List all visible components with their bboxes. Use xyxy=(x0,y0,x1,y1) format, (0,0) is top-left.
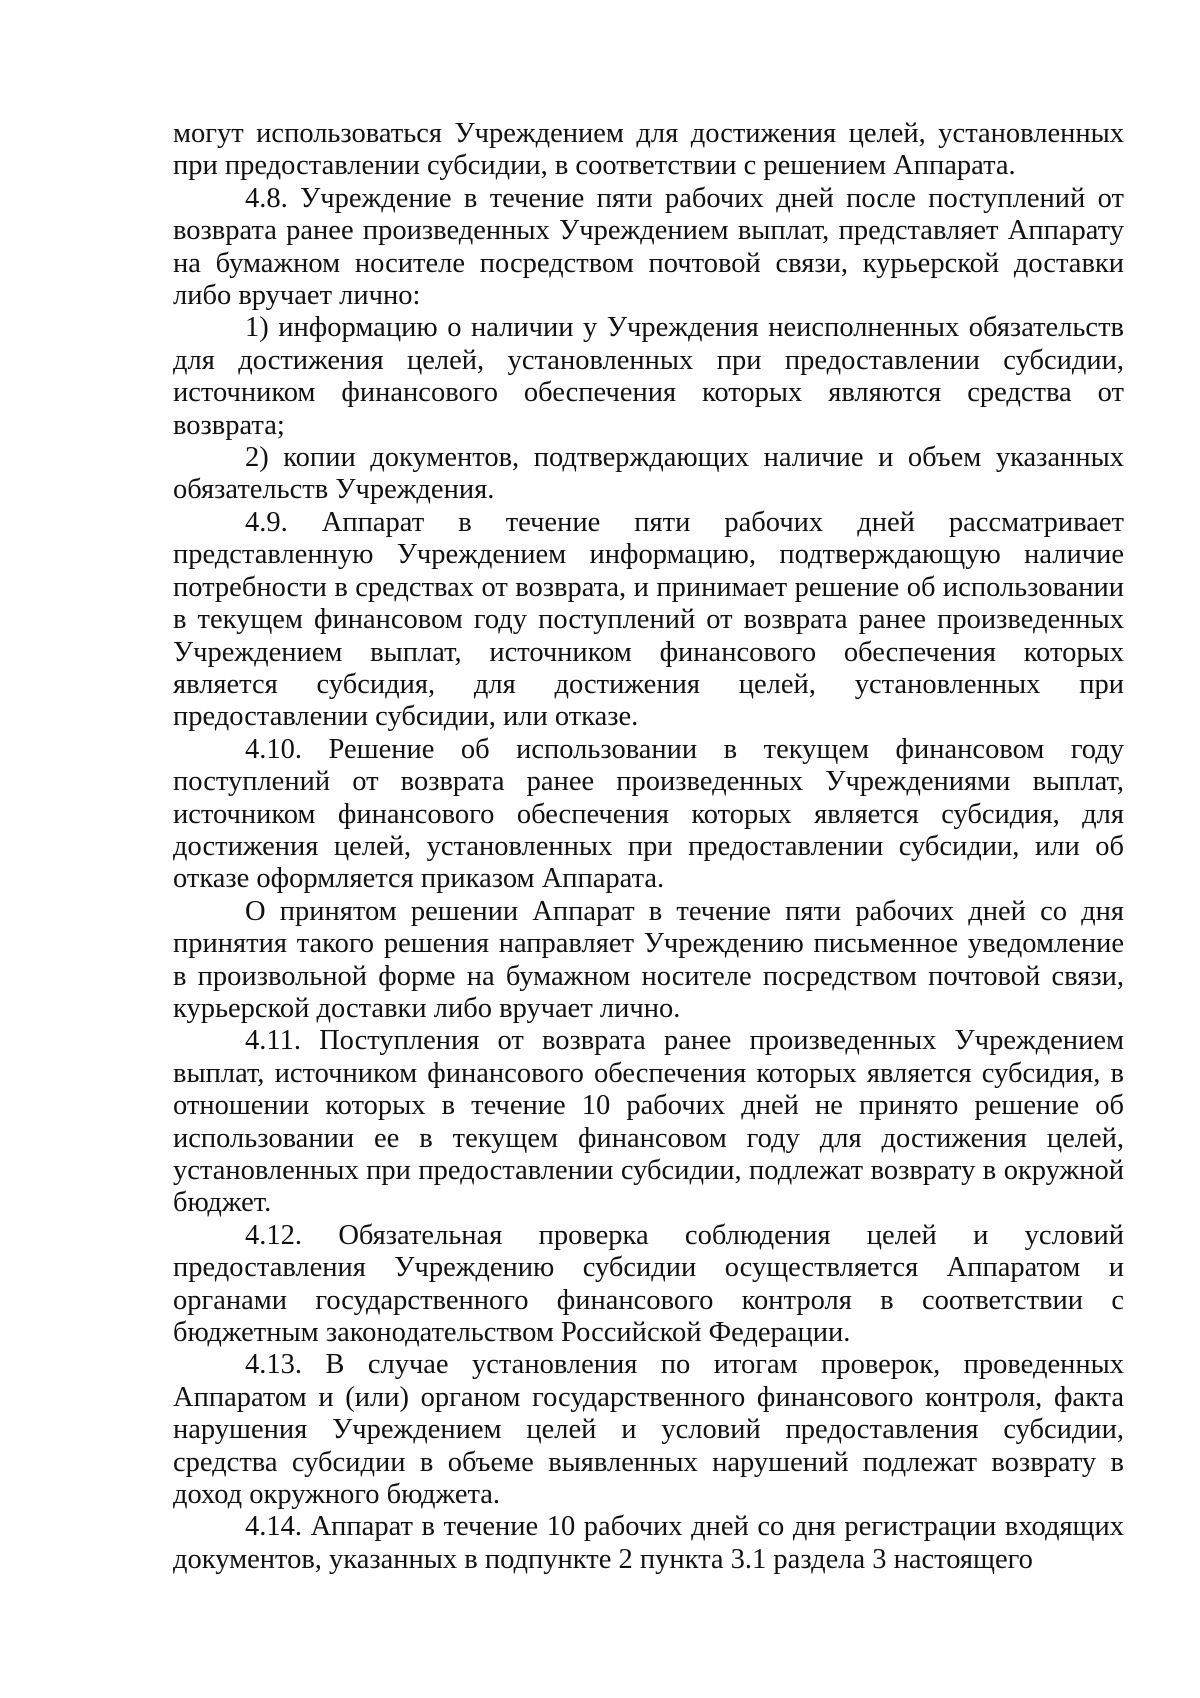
paragraph-4-8-item-2: 2) копии документов, подтверждающих наличие и объем указанных обязательств Учреждения. xyxy=(173,442,1124,506)
paragraph-4-12: 4.12. Обязательная проверка соблюдения целей и условий предоставления Учреждению субсидии осуществляется Аппаратом и органами государственного финансового контроля в соответствии с бюджетным законодательством Российской Федерации. xyxy=(173,1219,1124,1349)
paragraph-4-9: 4.9. Аппарат в течение пяти рабочих дней рассматривает представленную Учреждением информацию, подтверждающую наличие потребности в средствах от возврата, и принимает решение об использовании в текущем финансовом году поступлений от возврата ранее произведенных Учреждением выплат, источником финансового обеспечения которых является субсидия, для достижения целей, установленных при предоставлении субсидии, или отказе. xyxy=(173,506,1124,733)
paragraph-continuation: могут использоваться Учреждением для достижения целей, установленных при предоставлении субсидии, в соответствии с решением Аппарата. xyxy=(173,118,1124,182)
paragraph-4-8: 4.8. Учреждение в течение пяти рабочих дней после поступлений от возврата ранее произведенных Учреждением выплат, представляет Аппарату на бумажном носителе посредством почтовой связи, курьерской доставки либо вручает лично: xyxy=(173,182,1124,312)
paragraph-4-8-item-1: 1) информацию о наличии у Учреждения неисполненных обязательств для достижения целей, установленных при предоставлении субсидии, источником финансового обеспечения которых являются средства от возврата; xyxy=(173,312,1124,441)
paragraph-4-14: 4.14. Аппарат в течение 10 рабочих дней со дня регистрации входящих документов, указанных в подпункте 2 пункта 3.1 раздела 3 настоящего xyxy=(173,1511,1124,1575)
paragraph-4-13: 4.13. В случае установления по итогам проверок, проведенных Аппаратом и (или) органом государственного финансового контроля, факта нарушения Учреждением целей и условий предоставления субсидии, средства субсидии в объеме выявленных нарушений подлежат возврату в доход окружного бюджета. xyxy=(173,1349,1124,1511)
paragraph-4-10: 4.10. Решение об использовании в текущем финансовом году поступлений от возврата ранее произведенных Учреждениями выплат, источником финансового обеспечения которых является субсидия, для достижения целей, установленных при предоставлении субсидии, или об отказе оформляется приказом Аппарата. xyxy=(173,733,1124,895)
paragraph-4-11: 4.11. Поступления от возврата ранее произведенных Учреждением выплат, источником финансового обеспечения которых является субсидия, в отношении которых в течение 10 рабочих дней не принято решение об использовании ее в текущем финансовом году для достижения целей, установленных при предоставлении субсидии, подлежат возврату в окружной бюджет. xyxy=(173,1025,1124,1219)
document-body xyxy=(173,118,1124,1576)
paragraph-4-10-notice: О принятом решении Аппарат в течение пяти рабочих дней со дня принятия такого решения направляет Учреждению письменное уведомление в произвольной форме на бумажном носителе посредством почтовой связи, курьерской доставки либо вручает лично. xyxy=(173,895,1124,1024)
